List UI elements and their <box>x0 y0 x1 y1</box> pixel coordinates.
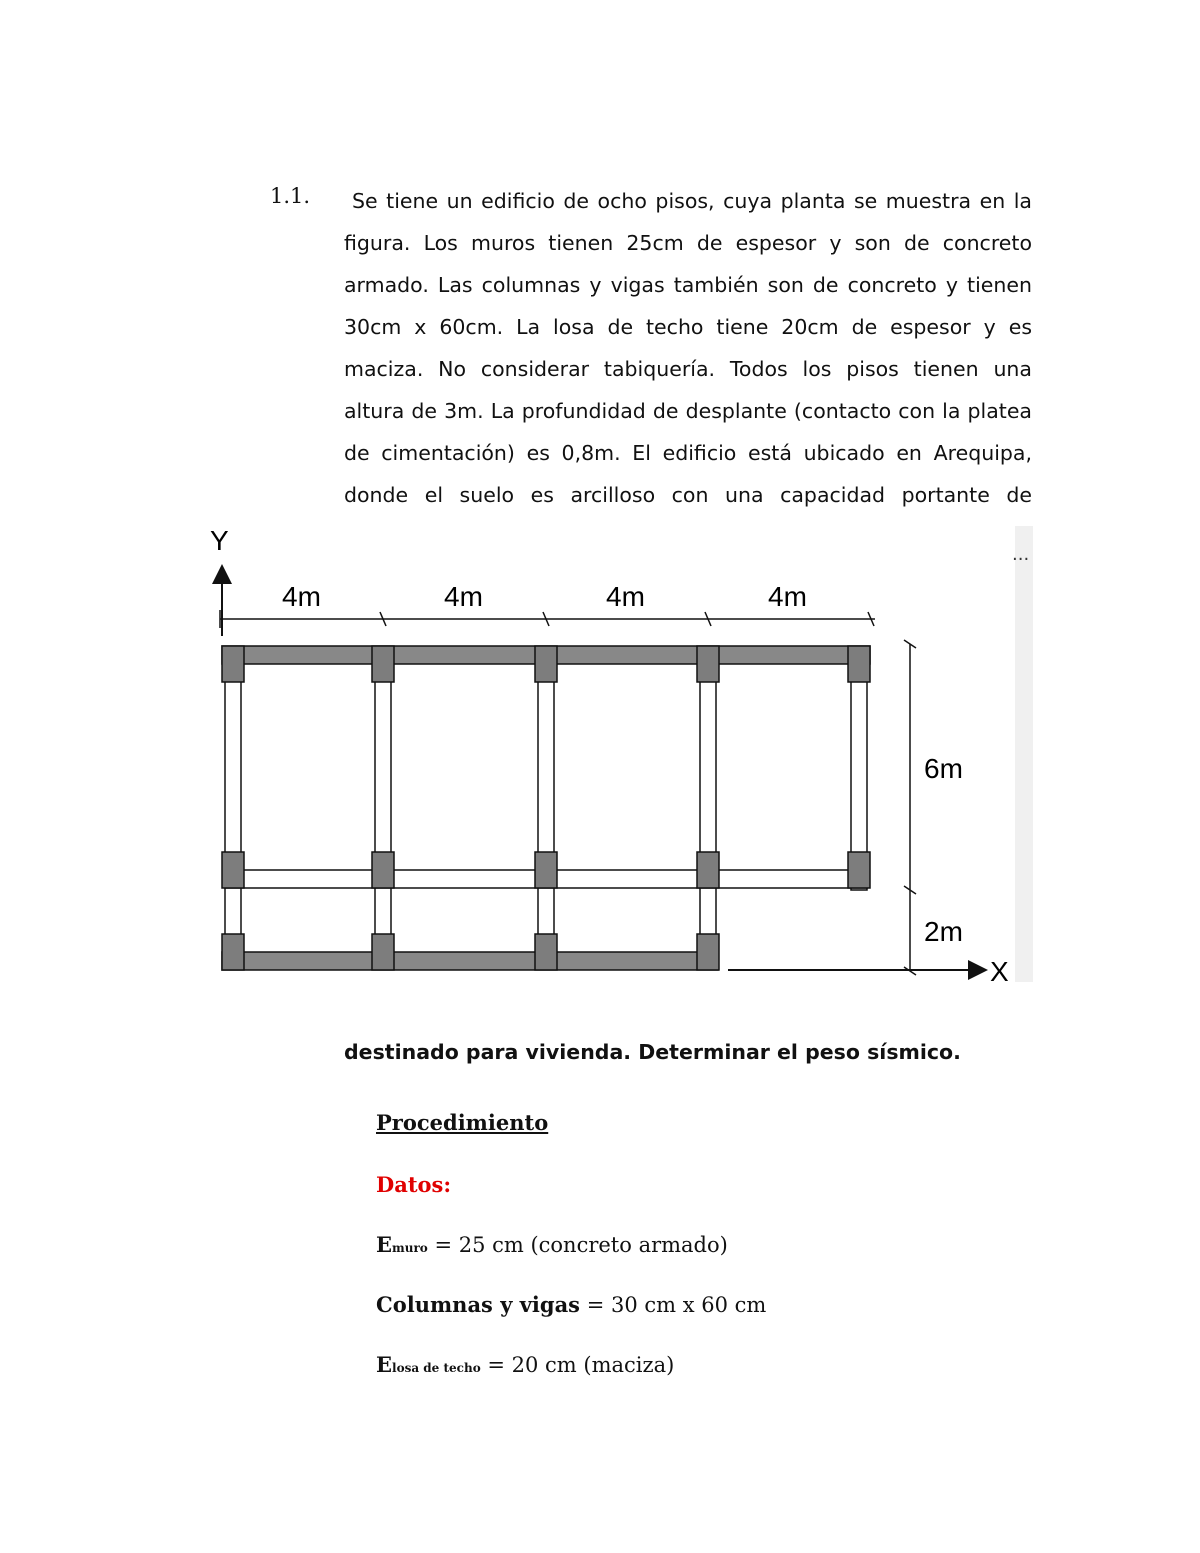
problem-number: 1.1. <box>270 184 311 208</box>
y-axis-label: Y <box>210 526 229 556</box>
procedure-heading: Procedimiento <box>376 1110 549 1135</box>
problem-paragraph: Se tiene un edificio de ocho pisos, cuya planta se muestra en la figura. Los muros tienen 25cm de espesor y son de concreto armado. Las columnas y vigas también son de concreto y tienen 30cm x 60cm. La losa de techo tiene 20cm de espesor y es maciza. No considerar tabiquería. Todos los pisos tienen una altura de 3m. La profundidad de desplante (contacto con la platea de cimentación) es 0,8m. El edificio está ubicado en Arequipa, donde el suelo es arcilloso con una capacidad portante de <box>344 189 1032 507</box>
x-axis-label: X <box>990 956 1009 986</box>
span-label-4: 4m <box>768 581 807 612</box>
span-label-1: 4m <box>282 581 321 612</box>
floor-plan-figure <box>200 526 1040 986</box>
ellipsis: ... <box>1012 544 1030 565</box>
data-line-losa: Elosa de techo = 20 cm (maciza) <box>376 1352 675 1377</box>
datos-label: Datos: <box>376 1172 452 1197</box>
span-label-2: 4m <box>444 581 483 612</box>
span-label-3: 4m <box>606 581 645 612</box>
height-label-6m: 6m <box>924 753 963 784</box>
problem-continuation: destinado para vivienda. Determinar el peso sísmico. <box>344 1040 961 1064</box>
data-line-columnas: Columnas y vigas = 30 cm x 60 cm <box>376 1292 767 1317</box>
height-label-2m: 2m <box>924 916 963 947</box>
data-line-muro: Emuro = 25 cm (concreto armado) <box>376 1232 728 1257</box>
scroll-strip <box>1015 526 1033 982</box>
